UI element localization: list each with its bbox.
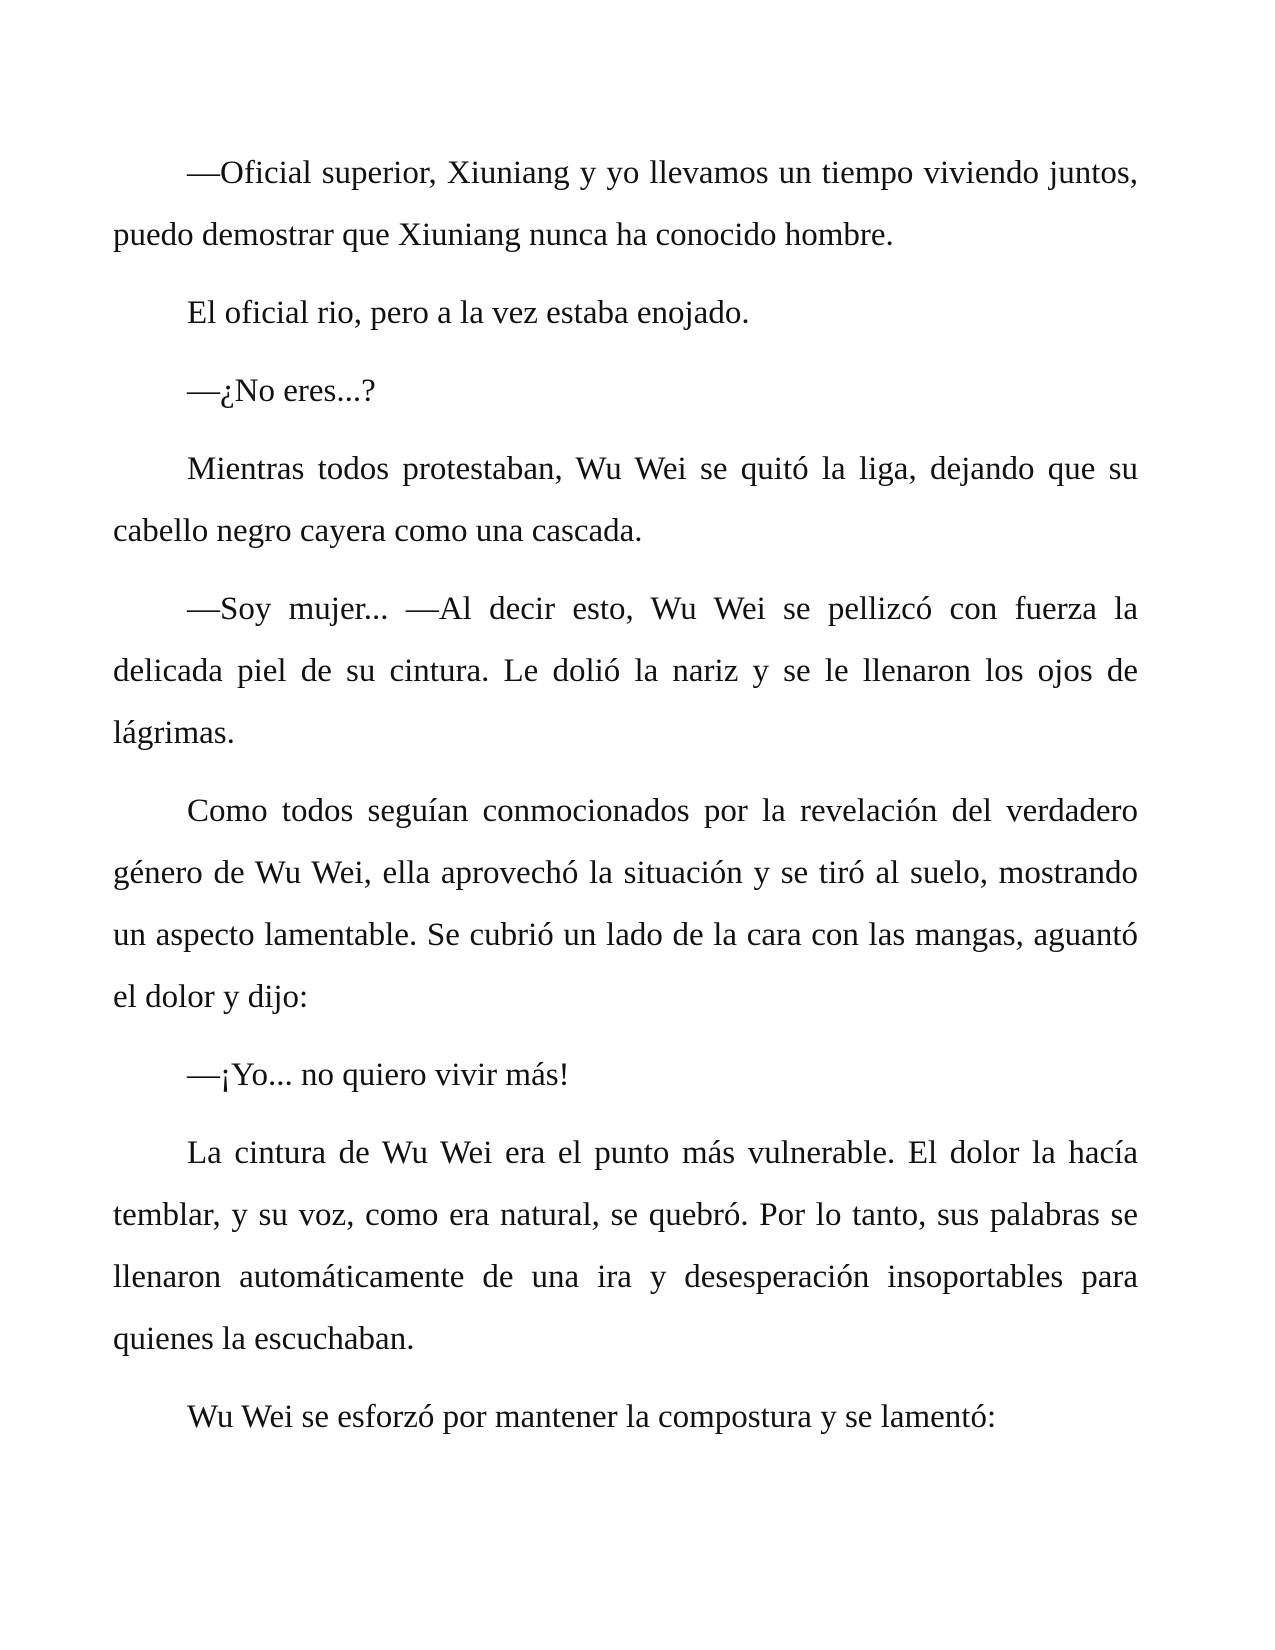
paragraph-2: El oficial rio, pero a la vez estaba enojado. <box>187 295 750 331</box>
paragraph-3: —¿No eres...? <box>187 373 376 409</box>
paragraph-4: Mientras todos protestaban, Wu Wei se quitó la liga, dejando que su cabello negro cayera como una cascada. <box>113 451 1138 549</box>
paragraph-7: —¡Yo... no quiero vivir más! <box>187 1057 570 1093</box>
paragraph-1: —Oficial superior, Xiuniang y yo llevamos un tiempo viviendo juntos, puedo demostrar que Xiuniang nunca ha conocido hombre. <box>113 155 1138 253</box>
paragraph-9: Wu Wei se esforzó por mantener la compostura y se lamentó: <box>187 1399 997 1435</box>
text-column <box>113 142 1138 1464</box>
paragraph-8: La cintura de Wu Wei era el punto más vulnerable. El dolor la hacía temblar, y su voz, como era natural, se quebró. Por lo tanto, sus palabras se llenaron automáticamente de una ira y desesperación insoportables para quienes la escuchaban. <box>113 1135 1138 1357</box>
paragraph-5: —Soy mujer... —Al decir esto, Wu Wei se pellizcó con fuerza la delicada piel de su cintura. Le dolió la nariz y se le llenaron los ojos de lágrimas. <box>113 591 1138 751</box>
paragraph-6: Como todos seguían conmocionados por la revelación del verdadero género de Wu Wei, ella aprovechó la situación y se tiró al suelo, mostrando un aspecto lamentable. Se cubrió un lado de la cara con las mangas, aguantó el dolor y dijo: <box>113 793 1138 1015</box>
